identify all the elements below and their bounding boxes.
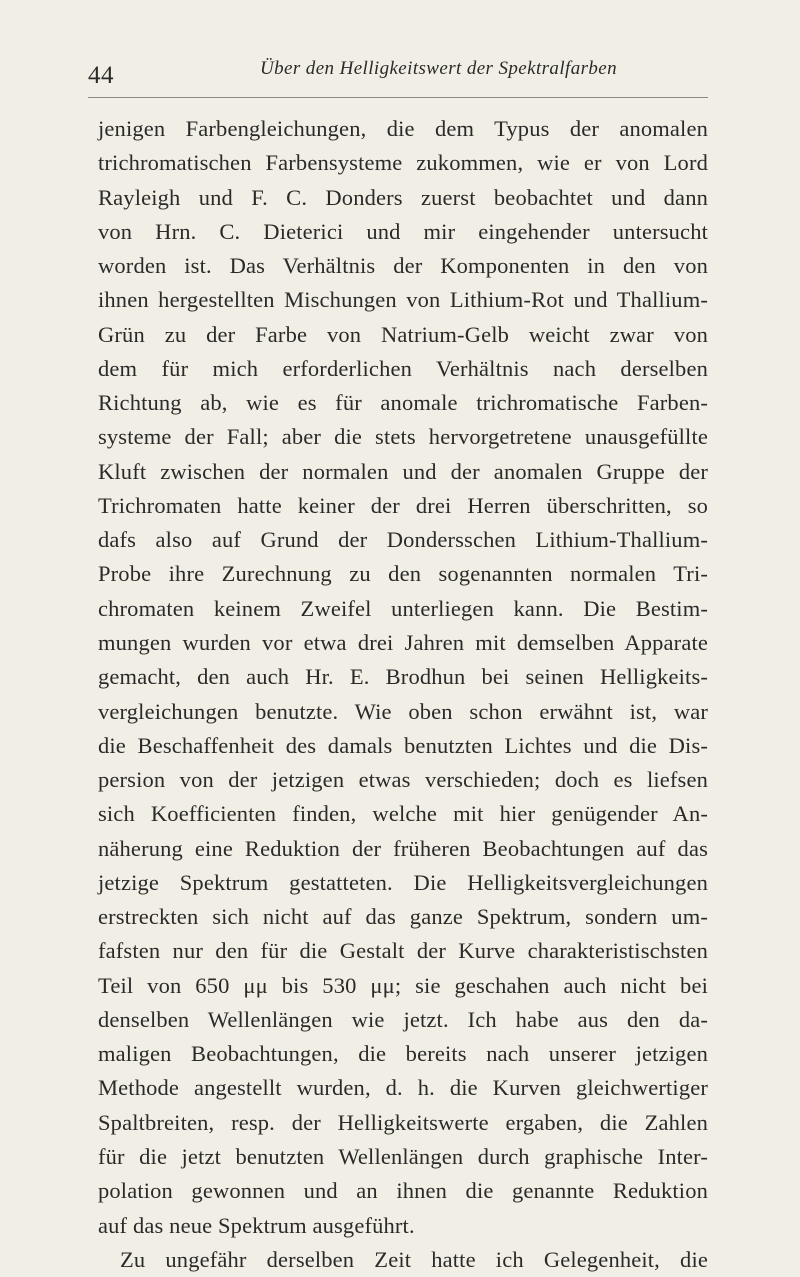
- page-header: [88, 56, 708, 96]
- text-line: Grün zu der Farbe von Natrium-Gelb weicht zwar von: [98, 321, 708, 347]
- text-line: Methode angestellt wurden, d. h. die Kurven gleichwertiger: [98, 1075, 708, 1101]
- text-line: dafs also auf Grund der Dondersschen Lithium-Thallium-: [98, 527, 708, 553]
- text-line: sich Koefficienten finden, welche mit hier genügender An-: [98, 801, 708, 827]
- text-line: jetzige Spektrum gestatteten. Die Helligkeitsvergleichungen: [98, 869, 708, 895]
- text-line: maligen Beobachtungen, die bereits nach unserer jetzigen: [98, 1041, 708, 1067]
- text-line: näherung eine Reduktion der früheren Beobachtungen auf das: [98, 835, 708, 861]
- text-line: Richtung ab, wie es für anomale trichromatische Farben-: [98, 390, 708, 416]
- text-line: Teil von 650 μμ bis 530 μμ; sie geschahen auch nicht bei: [98, 972, 708, 998]
- text-line: persion von der jetzigen etwas verschieden; doch es liefsen: [98, 767, 708, 793]
- text-line: systeme der Fall; aber die stets hervorgetretene unausgefüllte: [98, 424, 708, 450]
- text-line: jenigen Farbengleichungen, die dem Typus der anomalen: [98, 116, 708, 141]
- text-line: chromaten keinem Zweifel unterliegen kann. Die Bestim-: [98, 595, 708, 621]
- text-line: ihnen hergestellten Mischungen von Lithium-Rot und Thallium-: [98, 287, 708, 313]
- text-line: polation gewonnen und an ihnen die genannte Reduktion: [98, 1178, 708, 1204]
- text-line: die Beschaffenheit des damals benutzten Lichtes und die Dis-: [98, 732, 708, 758]
- text-line: Spaltbreiten, resp. der Helligkeitswerte ergaben, die Zahlen: [98, 1109, 708, 1135]
- text-line: Trichromaten hatte keiner der drei Herren überschritten, so: [98, 492, 708, 518]
- header-rule: [88, 97, 708, 98]
- text-line: von Hrn. C. Dieterici und mir eingehender untersucht: [98, 218, 708, 244]
- text-line: für die jetzt benutzten Wellenlängen durch graphische Inter-: [98, 1143, 708, 1169]
- text-line: Probe ihre Zurechnung zu den sogenannten normalen Tri-: [98, 561, 708, 587]
- text-line: worden ist. Das Verhältnis der Komponenten in den von: [98, 253, 708, 279]
- text-line: Rayleigh und F. C. Donders zuerst beobachtet und dann: [98, 184, 708, 210]
- text-line: erstreckten sich nicht auf das ganze Spektrum, sondern um-: [98, 904, 708, 930]
- paragraph-start-line: Zu ungefähr derselben Zeit hatte ich Gelegenheit, die: [120, 1246, 708, 1272]
- text-line: trichromatischen Farbensysteme zukommen, wie er von Lord: [98, 150, 708, 176]
- text-line: gemacht, den auch Hr. E. Brodhun bei seinen Helligkeits-: [98, 664, 708, 690]
- text-line: mungen wurden vor etwa drei Jahren mit demselben Apparate: [98, 629, 708, 655]
- body-text: [98, 112, 708, 1277]
- text-line: vergleichungen benutzte. Wie oben schon erwähnt ist, war: [98, 698, 708, 724]
- text-line: denselben Wellenlängen wie jetzt. Ich habe aus den da-: [98, 1006, 708, 1032]
- text-line: fafsten nur den für die Gestalt der Kurve charakteristischsten: [98, 938, 708, 964]
- running-title: Über den Helligkeitswert der Spektralfarben: [260, 58, 618, 79]
- text-line: dem für mich erforderlichen Verhältnis nach derselben: [98, 355, 708, 381]
- page-number: 44: [88, 62, 114, 89]
- paragraph-end-line: auf das neue Spektrum ausgeführt.: [98, 1212, 415, 1238]
- text-line: Kluft zwischen der normalen und der anomalen Gruppe der: [98, 458, 708, 484]
